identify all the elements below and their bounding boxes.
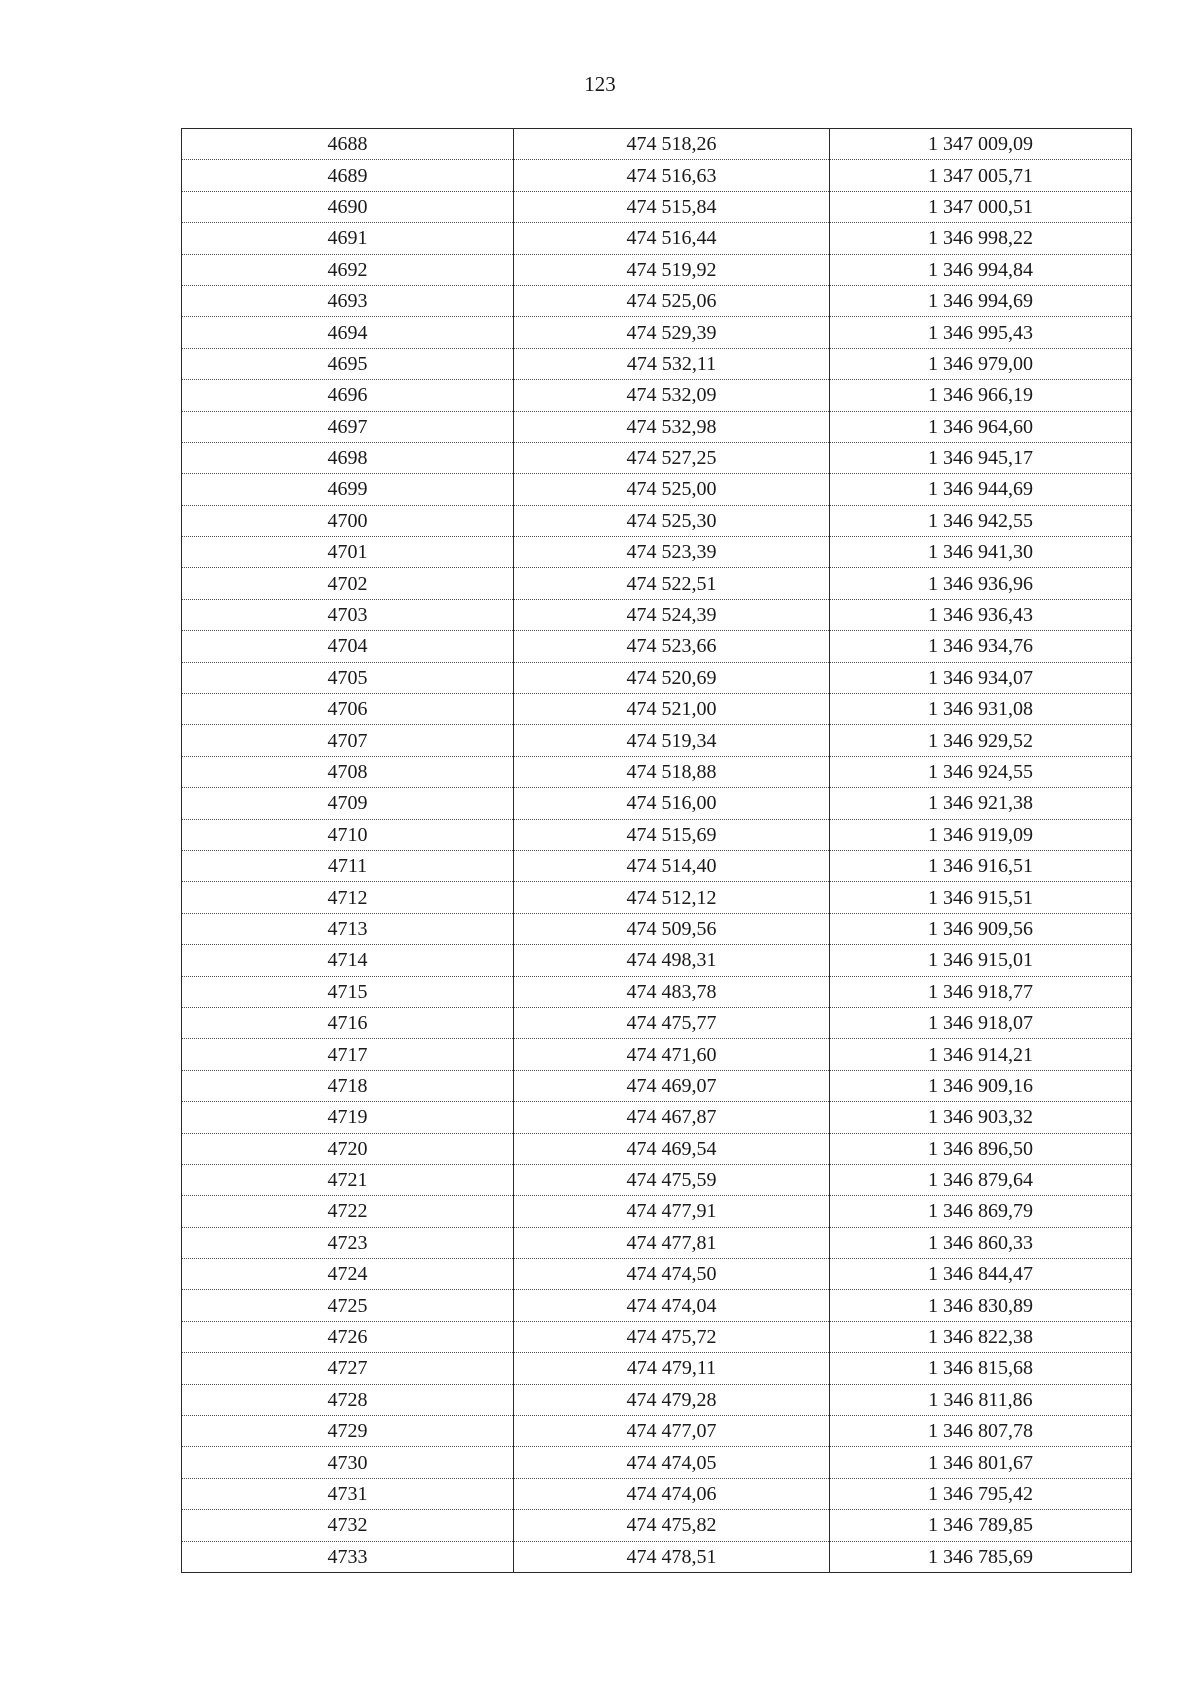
table-row bbox=[182, 756, 1132, 787]
table-row bbox=[182, 1133, 1132, 1164]
y-coordinate-cell: 1 346 929,52 bbox=[830, 725, 1132, 756]
point-number-cell: 4692 bbox=[182, 254, 514, 285]
y-coordinate-cell: 1 346 860,33 bbox=[830, 1227, 1132, 1258]
table-row bbox=[182, 1164, 1132, 1195]
point-number-cell: 4722 bbox=[182, 1196, 514, 1227]
point-number-cell: 4727 bbox=[182, 1353, 514, 1384]
x-coordinate-cell: 474 518,26 bbox=[514, 129, 830, 160]
point-number-cell: 4733 bbox=[182, 1541, 514, 1572]
point-number-cell: 4728 bbox=[182, 1384, 514, 1415]
table-row bbox=[182, 1353, 1132, 1384]
table-row bbox=[182, 442, 1132, 473]
point-number-cell: 4715 bbox=[182, 976, 514, 1007]
coordinates-table bbox=[181, 128, 1132, 1573]
y-coordinate-cell: 1 346 936,96 bbox=[830, 568, 1132, 599]
x-coordinate-cell: 474 512,12 bbox=[514, 882, 830, 913]
point-number-cell: 4706 bbox=[182, 694, 514, 725]
x-coordinate-cell: 474 469,07 bbox=[514, 1070, 830, 1101]
point-number-cell: 4724 bbox=[182, 1259, 514, 1290]
y-coordinate-cell: 1 346 815,68 bbox=[830, 1353, 1132, 1384]
table-row bbox=[182, 505, 1132, 536]
x-coordinate-cell: 474 519,34 bbox=[514, 725, 830, 756]
x-coordinate-cell: 474 524,39 bbox=[514, 599, 830, 630]
table-row bbox=[182, 1290, 1132, 1321]
x-coordinate-cell: 474 525,30 bbox=[514, 505, 830, 536]
y-coordinate-cell: 1 346 916,51 bbox=[830, 850, 1132, 881]
y-coordinate-cell: 1 346 844,47 bbox=[830, 1259, 1132, 1290]
y-coordinate-cell: 1 346 914,21 bbox=[830, 1039, 1132, 1070]
table-row bbox=[182, 160, 1132, 191]
x-coordinate-cell: 474 520,69 bbox=[514, 662, 830, 693]
x-coordinate-cell: 474 523,39 bbox=[514, 537, 830, 568]
point-number-cell: 4699 bbox=[182, 474, 514, 505]
x-coordinate-cell: 474 498,31 bbox=[514, 945, 830, 976]
y-coordinate-cell: 1 346 979,00 bbox=[830, 348, 1132, 379]
y-coordinate-cell: 1 346 942,55 bbox=[830, 505, 1132, 536]
x-coordinate-cell: 474 479,11 bbox=[514, 1353, 830, 1384]
table-body bbox=[182, 129, 1132, 1573]
x-coordinate-cell: 474 474,06 bbox=[514, 1478, 830, 1509]
point-number-cell: 4719 bbox=[182, 1102, 514, 1133]
y-coordinate-cell: 1 346 903,32 bbox=[830, 1102, 1132, 1133]
point-number-cell: 4713 bbox=[182, 913, 514, 944]
table-row bbox=[182, 945, 1132, 976]
y-coordinate-cell: 1 346 795,42 bbox=[830, 1478, 1132, 1509]
table-row bbox=[182, 788, 1132, 819]
y-coordinate-cell: 1 346 811,86 bbox=[830, 1384, 1132, 1415]
table-row bbox=[182, 1478, 1132, 1509]
y-coordinate-cell: 1 346 909,16 bbox=[830, 1070, 1132, 1101]
x-coordinate-cell: 474 474,04 bbox=[514, 1290, 830, 1321]
x-coordinate-cell: 474 523,66 bbox=[514, 631, 830, 662]
point-number-cell: 4708 bbox=[182, 756, 514, 787]
point-number-cell: 4691 bbox=[182, 223, 514, 254]
table-row bbox=[182, 1384, 1132, 1415]
x-coordinate-cell: 474 522,51 bbox=[514, 568, 830, 599]
x-coordinate-cell: 474 474,05 bbox=[514, 1447, 830, 1478]
y-coordinate-cell: 1 346 801,67 bbox=[830, 1447, 1132, 1478]
y-coordinate-cell: 1 346 789,85 bbox=[830, 1510, 1132, 1541]
y-coordinate-cell: 1 346 945,17 bbox=[830, 442, 1132, 473]
x-coordinate-cell: 474 529,39 bbox=[514, 317, 830, 348]
x-coordinate-cell: 474 527,25 bbox=[514, 442, 830, 473]
table-row bbox=[182, 254, 1132, 285]
y-coordinate-cell: 1 346 998,22 bbox=[830, 223, 1132, 254]
y-coordinate-cell: 1 346 964,60 bbox=[830, 411, 1132, 442]
table-row bbox=[182, 725, 1132, 756]
point-number-cell: 4693 bbox=[182, 285, 514, 316]
point-number-cell: 4689 bbox=[182, 160, 514, 191]
y-coordinate-cell: 1 346 830,89 bbox=[830, 1290, 1132, 1321]
x-coordinate-cell: 474 475,59 bbox=[514, 1164, 830, 1195]
point-number-cell: 4731 bbox=[182, 1478, 514, 1509]
y-coordinate-cell: 1 346 919,09 bbox=[830, 819, 1132, 850]
x-coordinate-cell: 474 516,63 bbox=[514, 160, 830, 191]
y-coordinate-cell: 1 347 009,09 bbox=[830, 129, 1132, 160]
table-row bbox=[182, 1102, 1132, 1133]
x-coordinate-cell: 474 483,78 bbox=[514, 976, 830, 1007]
y-coordinate-cell: 1 346 966,19 bbox=[830, 380, 1132, 411]
point-number-cell: 4702 bbox=[182, 568, 514, 599]
x-coordinate-cell: 474 475,77 bbox=[514, 1007, 830, 1038]
x-coordinate-cell: 474 467,87 bbox=[514, 1102, 830, 1133]
point-number-cell: 4714 bbox=[182, 945, 514, 976]
y-coordinate-cell: 1 346 896,50 bbox=[830, 1133, 1132, 1164]
point-number-cell: 4710 bbox=[182, 819, 514, 850]
y-coordinate-cell: 1 346 941,30 bbox=[830, 537, 1132, 568]
y-coordinate-cell: 1 346 931,08 bbox=[830, 694, 1132, 725]
table-row bbox=[182, 129, 1132, 160]
y-coordinate-cell: 1 346 869,79 bbox=[830, 1196, 1132, 1227]
y-coordinate-cell: 1 346 944,69 bbox=[830, 474, 1132, 505]
x-coordinate-cell: 474 525,00 bbox=[514, 474, 830, 505]
point-number-cell: 4709 bbox=[182, 788, 514, 819]
point-number-cell: 4696 bbox=[182, 380, 514, 411]
table-row bbox=[182, 1541, 1132, 1572]
point-number-cell: 4698 bbox=[182, 442, 514, 473]
y-coordinate-cell: 1 346 994,69 bbox=[830, 285, 1132, 316]
x-coordinate-cell: 474 521,00 bbox=[514, 694, 830, 725]
x-coordinate-cell: 474 515,69 bbox=[514, 819, 830, 850]
x-coordinate-cell: 474 477,91 bbox=[514, 1196, 830, 1227]
table-row bbox=[182, 568, 1132, 599]
table-row bbox=[182, 1007, 1132, 1038]
x-coordinate-cell: 474 518,88 bbox=[514, 756, 830, 787]
x-coordinate-cell: 474 469,54 bbox=[514, 1133, 830, 1164]
table-row bbox=[182, 1321, 1132, 1352]
table-row bbox=[182, 1416, 1132, 1447]
point-number-cell: 4705 bbox=[182, 662, 514, 693]
y-coordinate-cell: 1 346 921,38 bbox=[830, 788, 1132, 819]
table-row bbox=[182, 694, 1132, 725]
point-number-cell: 4717 bbox=[182, 1039, 514, 1070]
point-number-cell: 4704 bbox=[182, 631, 514, 662]
point-number-cell: 4729 bbox=[182, 1416, 514, 1447]
point-number-cell: 4720 bbox=[182, 1133, 514, 1164]
point-number-cell: 4703 bbox=[182, 599, 514, 630]
y-coordinate-cell: 1 346 807,78 bbox=[830, 1416, 1132, 1447]
table-row bbox=[182, 976, 1132, 1007]
y-coordinate-cell: 1 346 915,51 bbox=[830, 882, 1132, 913]
point-number-cell: 4711 bbox=[182, 850, 514, 881]
x-coordinate-cell: 474 516,00 bbox=[514, 788, 830, 819]
x-coordinate-cell: 474 532,11 bbox=[514, 348, 830, 379]
y-coordinate-cell: 1 347 005,71 bbox=[830, 160, 1132, 191]
y-coordinate-cell: 1 346 924,55 bbox=[830, 756, 1132, 787]
x-coordinate-cell: 474 516,44 bbox=[514, 223, 830, 254]
y-coordinate-cell: 1 346 995,43 bbox=[830, 317, 1132, 348]
point-number-cell: 4721 bbox=[182, 1164, 514, 1195]
y-coordinate-cell: 1 346 934,07 bbox=[830, 662, 1132, 693]
point-number-cell: 4723 bbox=[182, 1227, 514, 1258]
point-number-cell: 4701 bbox=[182, 537, 514, 568]
table-row bbox=[182, 1070, 1132, 1101]
table-row bbox=[182, 317, 1132, 348]
table-row bbox=[182, 474, 1132, 505]
y-coordinate-cell: 1 346 918,77 bbox=[830, 976, 1132, 1007]
x-coordinate-cell: 474 525,06 bbox=[514, 285, 830, 316]
table-row bbox=[182, 537, 1132, 568]
table-row bbox=[182, 850, 1132, 881]
table-row bbox=[182, 191, 1132, 222]
x-coordinate-cell: 474 532,09 bbox=[514, 380, 830, 411]
table-row bbox=[182, 1510, 1132, 1541]
table-row bbox=[182, 223, 1132, 254]
x-coordinate-cell: 474 477,81 bbox=[514, 1227, 830, 1258]
table-row bbox=[182, 411, 1132, 442]
table-row bbox=[182, 285, 1132, 316]
x-coordinate-cell: 474 509,56 bbox=[514, 913, 830, 944]
table-row bbox=[182, 662, 1132, 693]
point-number-cell: 4695 bbox=[182, 348, 514, 379]
y-coordinate-cell: 1 346 934,76 bbox=[830, 631, 1132, 662]
table-row bbox=[182, 913, 1132, 944]
x-coordinate-cell: 474 479,28 bbox=[514, 1384, 830, 1415]
table-row bbox=[182, 882, 1132, 913]
point-number-cell: 4697 bbox=[182, 411, 514, 442]
point-number-cell: 4712 bbox=[182, 882, 514, 913]
x-coordinate-cell: 474 515,84 bbox=[514, 191, 830, 222]
page-number: 123 bbox=[584, 72, 616, 96]
x-coordinate-cell: 474 475,82 bbox=[514, 1510, 830, 1541]
table-row bbox=[182, 1196, 1132, 1227]
point-number-cell: 4726 bbox=[182, 1321, 514, 1352]
point-number-cell: 4688 bbox=[182, 129, 514, 160]
table-row bbox=[182, 1447, 1132, 1478]
point-number-cell: 4730 bbox=[182, 1447, 514, 1478]
y-coordinate-cell: 1 346 822,38 bbox=[830, 1321, 1132, 1352]
x-coordinate-cell: 474 478,51 bbox=[514, 1541, 830, 1572]
x-coordinate-cell: 474 474,50 bbox=[514, 1259, 830, 1290]
table-row bbox=[182, 380, 1132, 411]
table-row bbox=[182, 348, 1132, 379]
table-row bbox=[182, 1039, 1132, 1070]
table-row bbox=[182, 599, 1132, 630]
point-number-cell: 4716 bbox=[182, 1007, 514, 1038]
x-coordinate-cell: 474 475,72 bbox=[514, 1321, 830, 1352]
y-coordinate-cell: 1 346 936,43 bbox=[830, 599, 1132, 630]
table-row bbox=[182, 631, 1132, 662]
x-coordinate-cell: 474 477,07 bbox=[514, 1416, 830, 1447]
y-coordinate-cell: 1 346 915,01 bbox=[830, 945, 1132, 976]
point-number-cell: 4694 bbox=[182, 317, 514, 348]
table-row bbox=[182, 819, 1132, 850]
point-number-cell: 4718 bbox=[182, 1070, 514, 1101]
point-number-cell: 4725 bbox=[182, 1290, 514, 1321]
table-row bbox=[182, 1227, 1132, 1258]
point-number-cell: 4732 bbox=[182, 1510, 514, 1541]
x-coordinate-cell: 474 471,60 bbox=[514, 1039, 830, 1070]
point-number-cell: 4707 bbox=[182, 725, 514, 756]
x-coordinate-cell: 474 514,40 bbox=[514, 850, 830, 881]
y-coordinate-cell: 1 346 785,69 bbox=[830, 1541, 1132, 1572]
x-coordinate-cell: 474 532,98 bbox=[514, 411, 830, 442]
table-row bbox=[182, 1259, 1132, 1290]
y-coordinate-cell: 1 347 000,51 bbox=[830, 191, 1132, 222]
y-coordinate-cell: 1 346 918,07 bbox=[830, 1007, 1132, 1038]
point-number-cell: 4700 bbox=[182, 505, 514, 536]
x-coordinate-cell: 474 519,92 bbox=[514, 254, 830, 285]
y-coordinate-cell: 1 346 994,84 bbox=[830, 254, 1132, 285]
y-coordinate-cell: 1 346 909,56 bbox=[830, 913, 1132, 944]
y-coordinate-cell: 1 346 879,64 bbox=[830, 1164, 1132, 1195]
point-number-cell: 4690 bbox=[182, 191, 514, 222]
